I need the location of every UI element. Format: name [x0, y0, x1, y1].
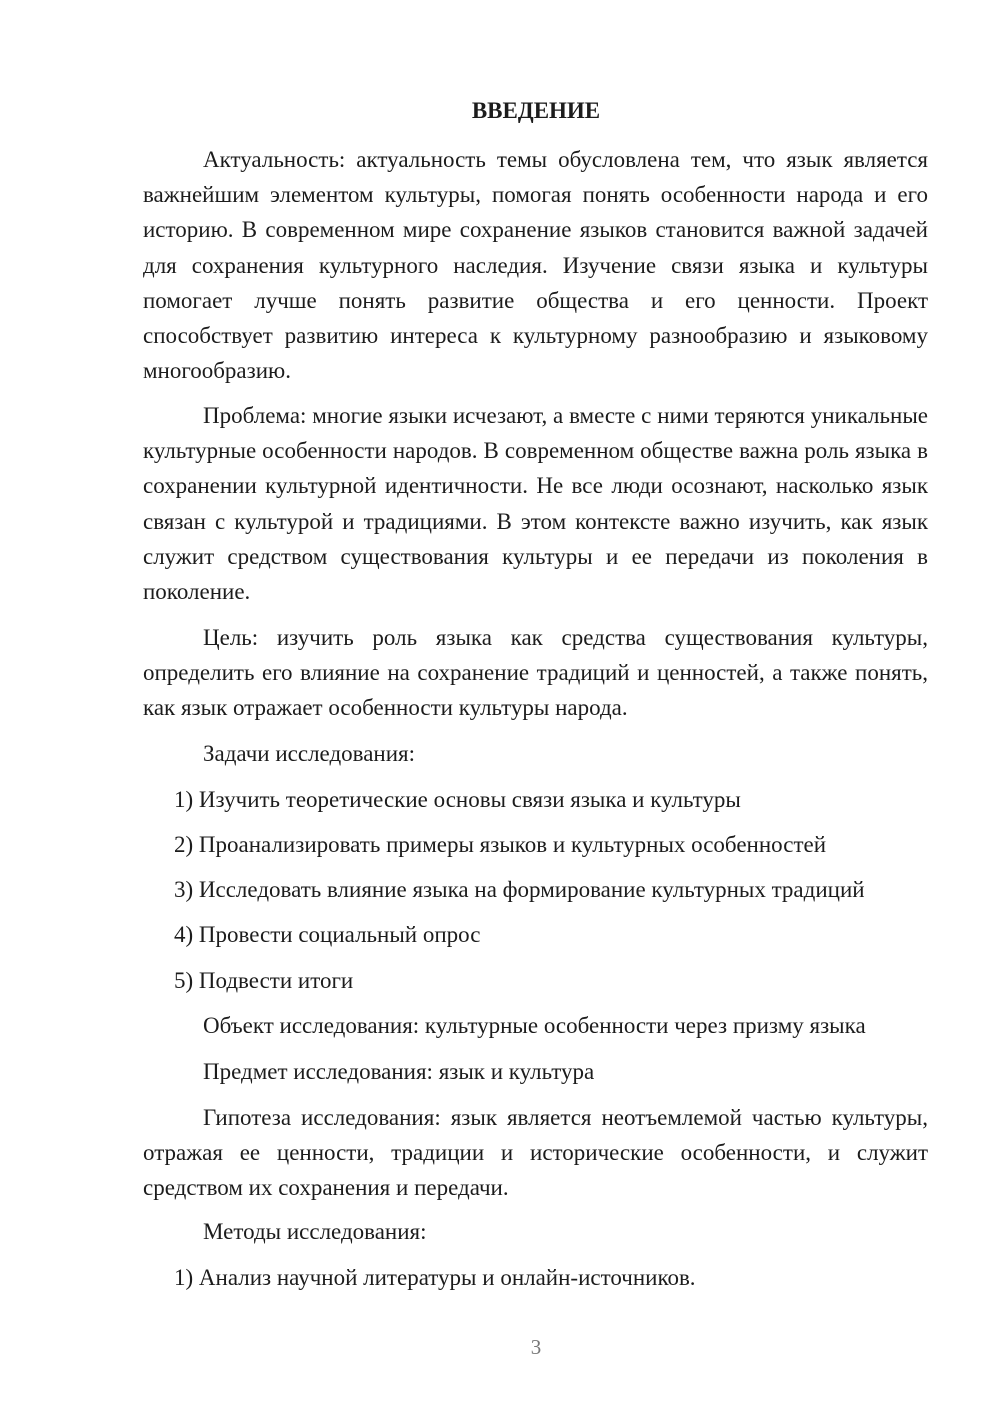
goal-paragraph: Цель: изучить роль языка как средства существования культуры, определить его влияние на сохранение традиций и ценностей, а также понять, как язык отражает особенности культуры народа. — [143, 625, 928, 721]
task-item: 1) Изучить теоретические основы связи языка и культуры — [174, 787, 741, 812]
problem-paragraph: Проблема: многие языки исчезают, а вместе с ними теряются уникальные культурные особенности народов. В современном обществе важна роль языка в сохранении культурной идентичности. Не все люди осознают, насколько язык связан с культурой и традициями. В этом контексте важно изучить, как язык служит средством существования культуры и ее передачи из поколения в поколение. — [143, 403, 928, 605]
methods-heading: Методы исследования: — [203, 1219, 427, 1244]
page-title: ВВЕДЕНИЕ — [471, 98, 601, 123]
method-item: 1) Анализ научной литературы и онлайн-источников. — [174, 1265, 696, 1290]
hypothesis-paragraph: Гипотеза исследования: язык является неотъемлемой частью культуры, отражая ее ценности, традиции и исторические особенности, и служит средством их сохранения и передачи. — [143, 1105, 928, 1201]
task-item: 2) Проанализировать примеры языков и культурных особенностей — [174, 832, 827, 857]
research-subject: Предмет исследования: язык и культура — [203, 1059, 595, 1084]
page-number: 3 — [530, 1335, 542, 1359]
task-item: 4) Провести социальный опрос — [174, 922, 481, 947]
task-item: 3) Исследовать влияние языка на формирование культурных традиций — [174, 877, 865, 902]
task-item: 5) Подвести итоги — [174, 968, 354, 993]
research-object: Объект исследования: культурные особенности через призму языка — [203, 1013, 866, 1038]
relevance-paragraph: Актуальность: актуальность темы обусловлена тем, что язык является важнейшим элементом культуры, помогая понять особенности народа и его историю. В современном мире сохранение языков становится важной задачей для сохранения культурного наследия. Изучение связи языка и культуры помогает лучше понять развитие общества и его ценности. Проект способствует развитию интереса к культурному разнообразию и языковому многообразию. — [143, 147, 928, 384]
tasks-heading: Задачи исследования: — [203, 741, 416, 766]
